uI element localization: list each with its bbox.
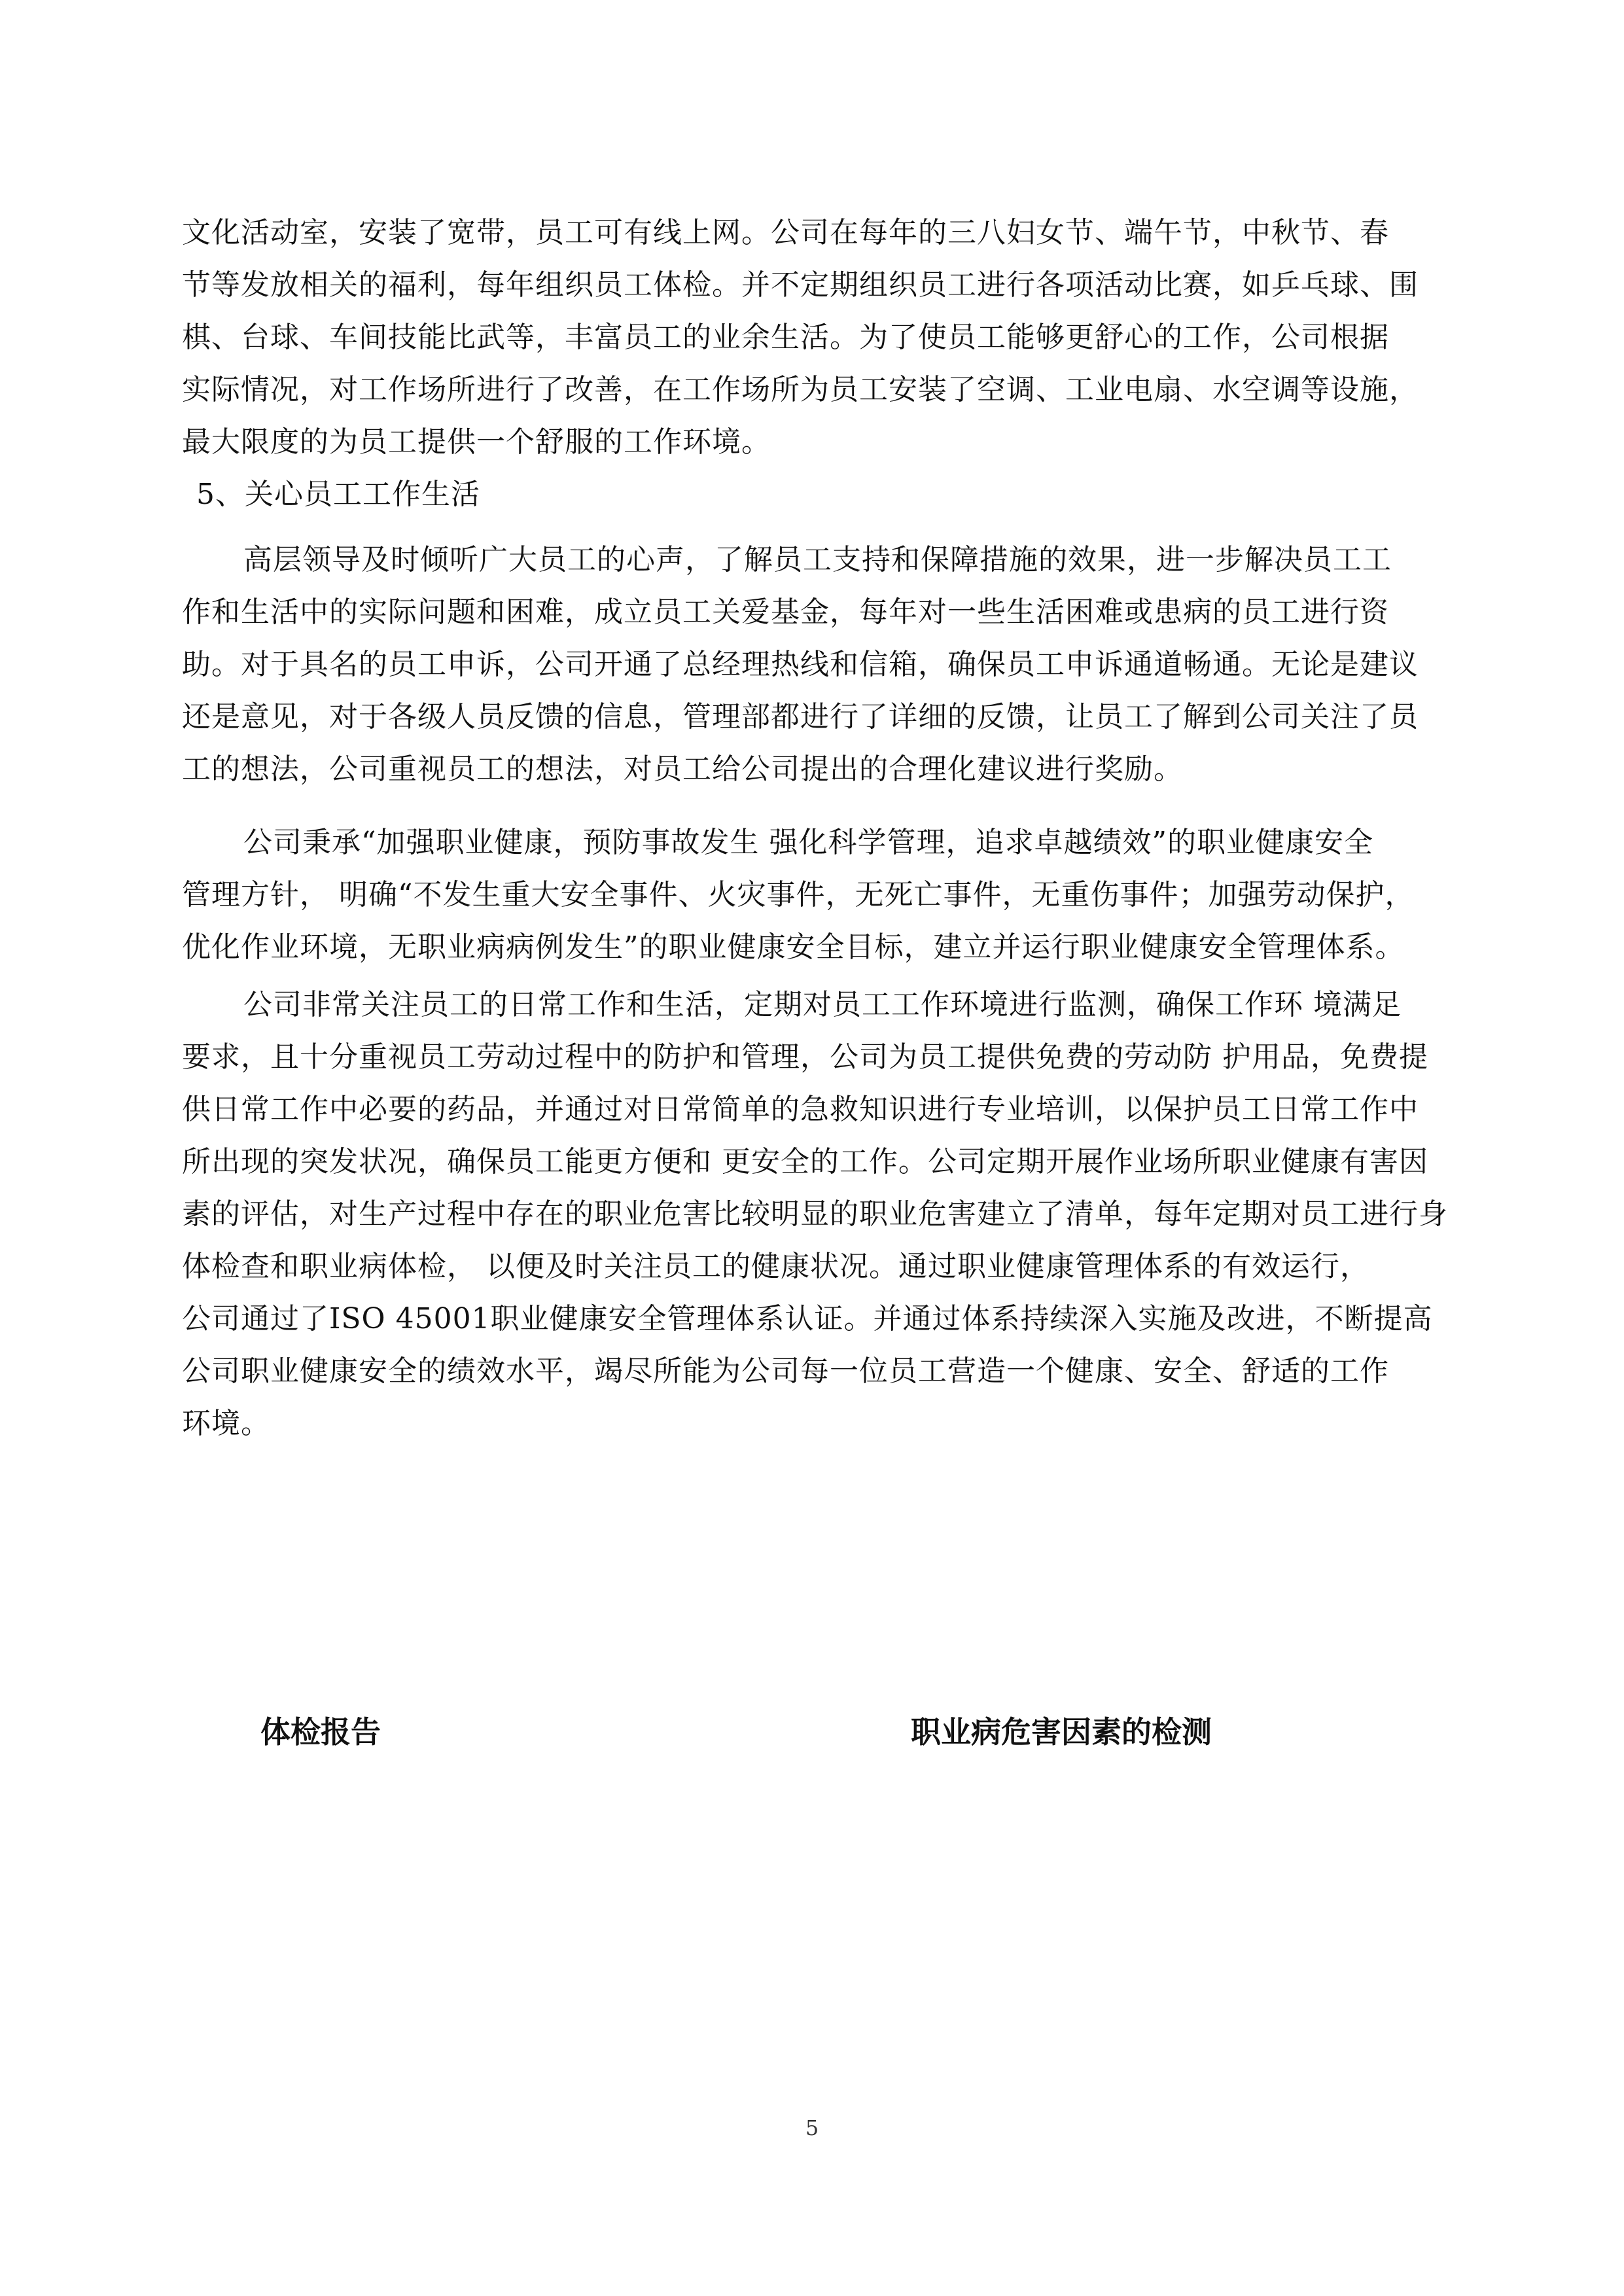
- paragraph-1-line-2: 节等发放相关的福利，每年组织员工体检。并不定期组织员工进行各项活动比赛，如乒乓球、围: [182, 268, 1419, 302]
- paragraph-4-line-5: 素的评估，对生产过程中存在的职业危害比较明显的职业危害建立了清单，每年定期对员工进行身: [182, 1197, 1448, 1231]
- paragraph-2-line-3: 助。对于具名的员工申诉，公司开通了总经理热线和信箱，确保员工申诉通道畅通。无论是建议: [182, 648, 1419, 681]
- paragraph-4-line-9: 环境。: [182, 1407, 270, 1440]
- paragraph-2-line-2: 作和生活中的实际问题和困难，成立员工关爱基金，每年对一些生活困难或患病的员工进行资: [182, 595, 1389, 629]
- paragraph-3-line-2: 管理方针， 明确“不发生重大安全事件、火灾事件，无死亡事件，无重伤事件；加强劳动保护，: [182, 878, 1415, 911]
- paragraph-4-line-8: 公司职业健康安全的绩效水平，竭尽所能为公司每一位员工营造一个健康、安全、舒适的工作: [182, 1354, 1389, 1388]
- paragraph-4-line-7: 公司通过了ISO 45001职业健康安全管理体系认证。并通过体系持续深入实施及改进，不断提高: [182, 1302, 1433, 1335]
- paragraph-4-line-6: 体检查和职业病体检， 以便及时关注员工的健康状况。通过职业健康管理体系的有效运行，: [182, 1250, 1369, 1283]
- paragraph-4-line-1: 公司非常关注员工的日常工作和生活，定期对员工工作环境进行监测，确保工作环 境满足: [243, 988, 1402, 1021]
- page-number: 5: [805, 2115, 819, 2140]
- paragraph-4-line-3: 供日常工作中必要的药品，并通过对日常简单的急救知识进行专业培训，以保护员工日常工作中: [182, 1093, 1419, 1126]
- paragraph-1-line-4: 实际情况，对工作场所进行了改善，在工作场所为员工安装了空调、工业电扇、水空调等设施，: [182, 373, 1419, 406]
- paragraph-3-line-3: 优化作业环境，无职业病病例发生”的职业健康安全目标，建立并运行职业健康安全管理体系。: [182, 930, 1405, 964]
- paragraph-1-line-1: 文化活动室，安装了宽带，员工可有线上网。公司在每年的三八妇女节、端午节，中秋节、春: [182, 216, 1389, 249]
- paragraph-1-line-5: 最大限度的为员工提供一个舒服的工作环境。: [182, 425, 771, 459]
- paragraph-3-line-1: 公司秉承“加强职业健康，预防事故发生 强化科学管理，追求卓越绩效”的职业健康安全: [243, 826, 1373, 859]
- paragraph-4-line-4: 所出现的突发状况，确保员工能更方便和 更安全的工作。公司定期开展作业场所职业健康有害因: [182, 1145, 1428, 1178]
- paragraph-4-line-2: 要求，且十分重视员工劳动过程中的防护和管理，公司为员工提供免费的劳动防 护用品，免费提: [182, 1040, 1428, 1074]
- section-heading: 5、关心员工工作生活: [196, 478, 480, 511]
- paragraph-2-line-5: 工的想法，公司重视员工的想法，对员工给公司提出的合理化建议进行奖励。: [182, 752, 1183, 786]
- caption-hazard-detection: 职业病危害因素的检测: [911, 1714, 1212, 1750]
- paragraph-1-line-3: 棋、台球、车间技能比武等，丰富员工的业余生活。为了使员工能够更舒心的工作，公司根据: [182, 321, 1389, 354]
- paragraph-2-line-4: 还是意见，对于各级人员反馈的信息，管理部都进行了详细的反馈，让员工了解到公司关注了员: [182, 700, 1419, 733]
- caption-medical-report: 体检报告: [260, 1714, 381, 1750]
- paragraph-2-line-1: 高层领导及时倾听广大员工的心声，了解员工支持和保障措施的效果，进一步解决员工工: [243, 543, 1392, 576]
